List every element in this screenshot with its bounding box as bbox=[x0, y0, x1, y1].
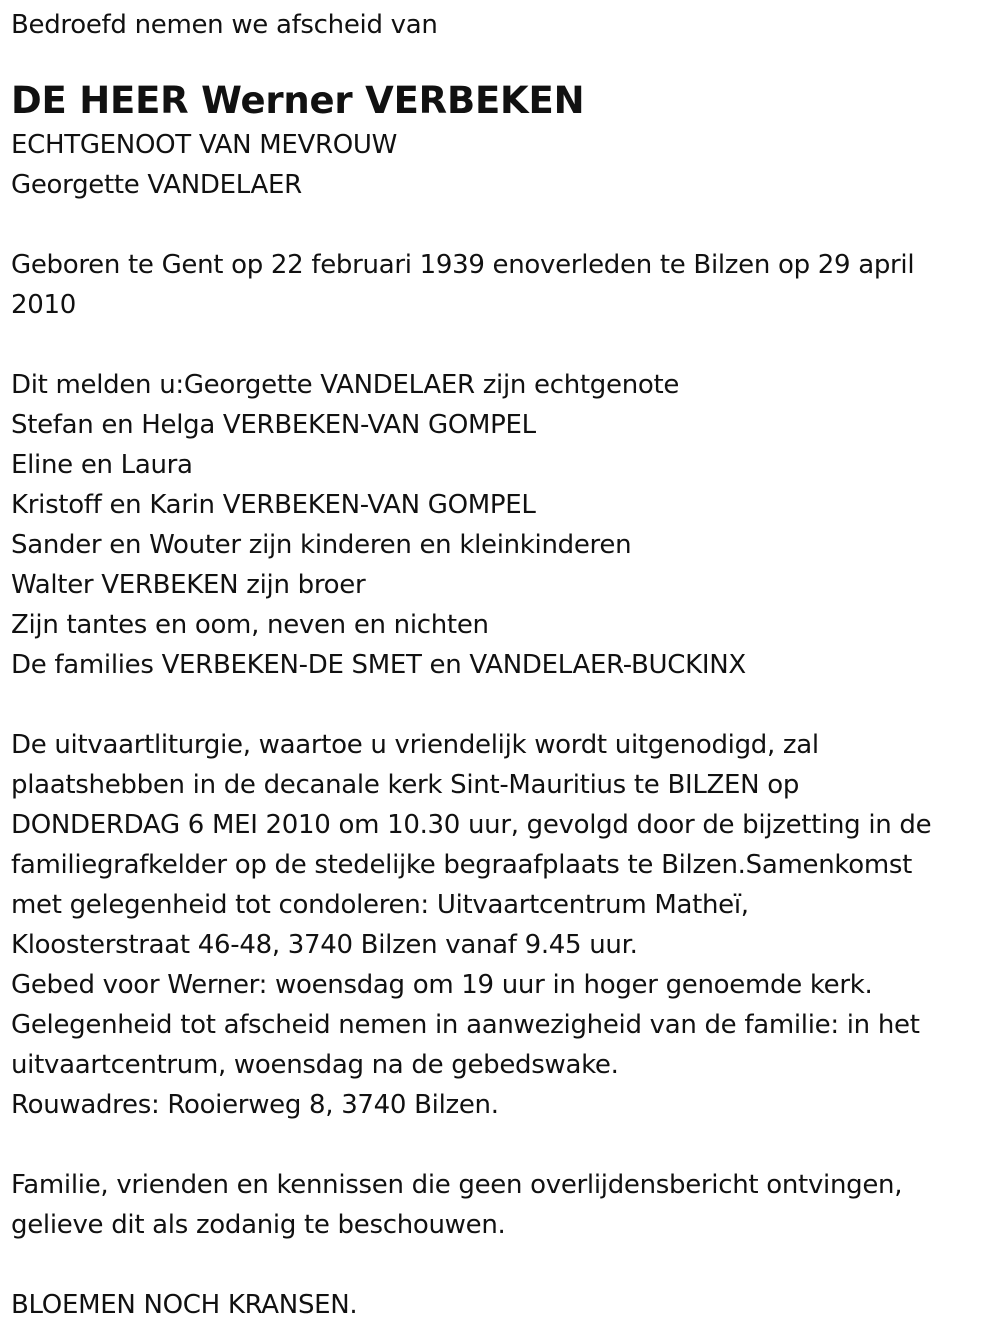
birth-death-line-2: 2010 bbox=[11, 290, 76, 320]
family-line: Zijn tantes en oom, neven en nichten bbox=[11, 610, 489, 640]
spacer bbox=[11, 685, 986, 725]
spacer bbox=[11, 325, 986, 365]
deceased-name: DE HEER Werner VERBEKEN bbox=[11, 79, 585, 122]
ceremony-line: Kloosterstraat 46-48, 3740 Bilzen vanaf 9.45 uur. bbox=[11, 930, 638, 960]
ceremony-line: De uitvaartliturgie, waartoe u vriendelijk wordt uitgenodigd, zal bbox=[11, 730, 819, 760]
spouse-line-1: ECHTGENOOT VAN MEVROUW bbox=[11, 130, 398, 160]
obituary-notice bbox=[11, 5, 986, 1325]
spouse-line-2: Georgette VANDELAER bbox=[11, 170, 302, 200]
ceremony-line: plaatshebben in de decanale kerk Sint-Mauritius te BILZEN op bbox=[11, 770, 800, 800]
notice-line: Familie, vrienden en kennissen die geen overlijdensbericht ontvingen, bbox=[11, 1170, 903, 1200]
family-line: Sander en Wouter zijn kinderen en kleinkinderen bbox=[11, 530, 632, 560]
spacer bbox=[11, 205, 986, 245]
ceremony-details bbox=[11, 725, 986, 1125]
notice-line: gelieve dit als zodanig te beschouwen. bbox=[11, 1210, 506, 1240]
family-line: Walter VERBEKEN zijn broer bbox=[11, 570, 366, 600]
ceremony-line: met gelegenheid tot condoleren: Uitvaartcentrum Matheï, bbox=[11, 890, 749, 920]
closing-text: BLOEMEN NOCH KRANSEN. bbox=[11, 1290, 358, 1320]
spacer bbox=[11, 1245, 986, 1285]
spacer bbox=[11, 1125, 986, 1165]
family-line: Stefan en Helga VERBEKEN-VAN GOMPEL bbox=[11, 410, 536, 440]
ceremony-line: uitvaartcentrum, woensdag na de gebedswake. bbox=[11, 1050, 619, 1080]
family-list bbox=[11, 365, 986, 685]
ceremony-line: DONDERDAG 6 MEI 2010 om 10.30 uur, gevolgd door de bijzetting in de bbox=[11, 810, 932, 840]
notice-text bbox=[11, 1165, 986, 1245]
family-line: De families VERBEKEN-DE SMET en VANDELAER-BUCKINX bbox=[11, 650, 746, 680]
family-line: Eline en Laura bbox=[11, 450, 193, 480]
ceremony-line: Gebed voor Werner: woensdag om 19 uur in hoger genoemde kerk. bbox=[11, 970, 873, 1000]
family-line: Kristoff en Karin VERBEKEN-VAN GOMPEL bbox=[11, 490, 536, 520]
intro-text: Bedroefd nemen we afscheid van bbox=[11, 10, 438, 40]
family-line: Dit melden u:Georgette VANDELAER zijn echtgenote bbox=[11, 370, 680, 400]
birth-death-line-1: Geboren te Gent op 22 februari 1939 enoverleden te Bilzen op 29 april bbox=[11, 250, 915, 280]
ceremony-line: familiegrafkelder op de stedelijke begraafplaats te Bilzen.Samenkomst bbox=[11, 850, 912, 880]
ceremony-line: Rouwadres: Rooierweg 8, 3740 Bilzen. bbox=[11, 1090, 499, 1120]
ceremony-line: Gelegenheid tot afscheid nemen in aanwezigheid van de familie: in het bbox=[11, 1010, 920, 1040]
